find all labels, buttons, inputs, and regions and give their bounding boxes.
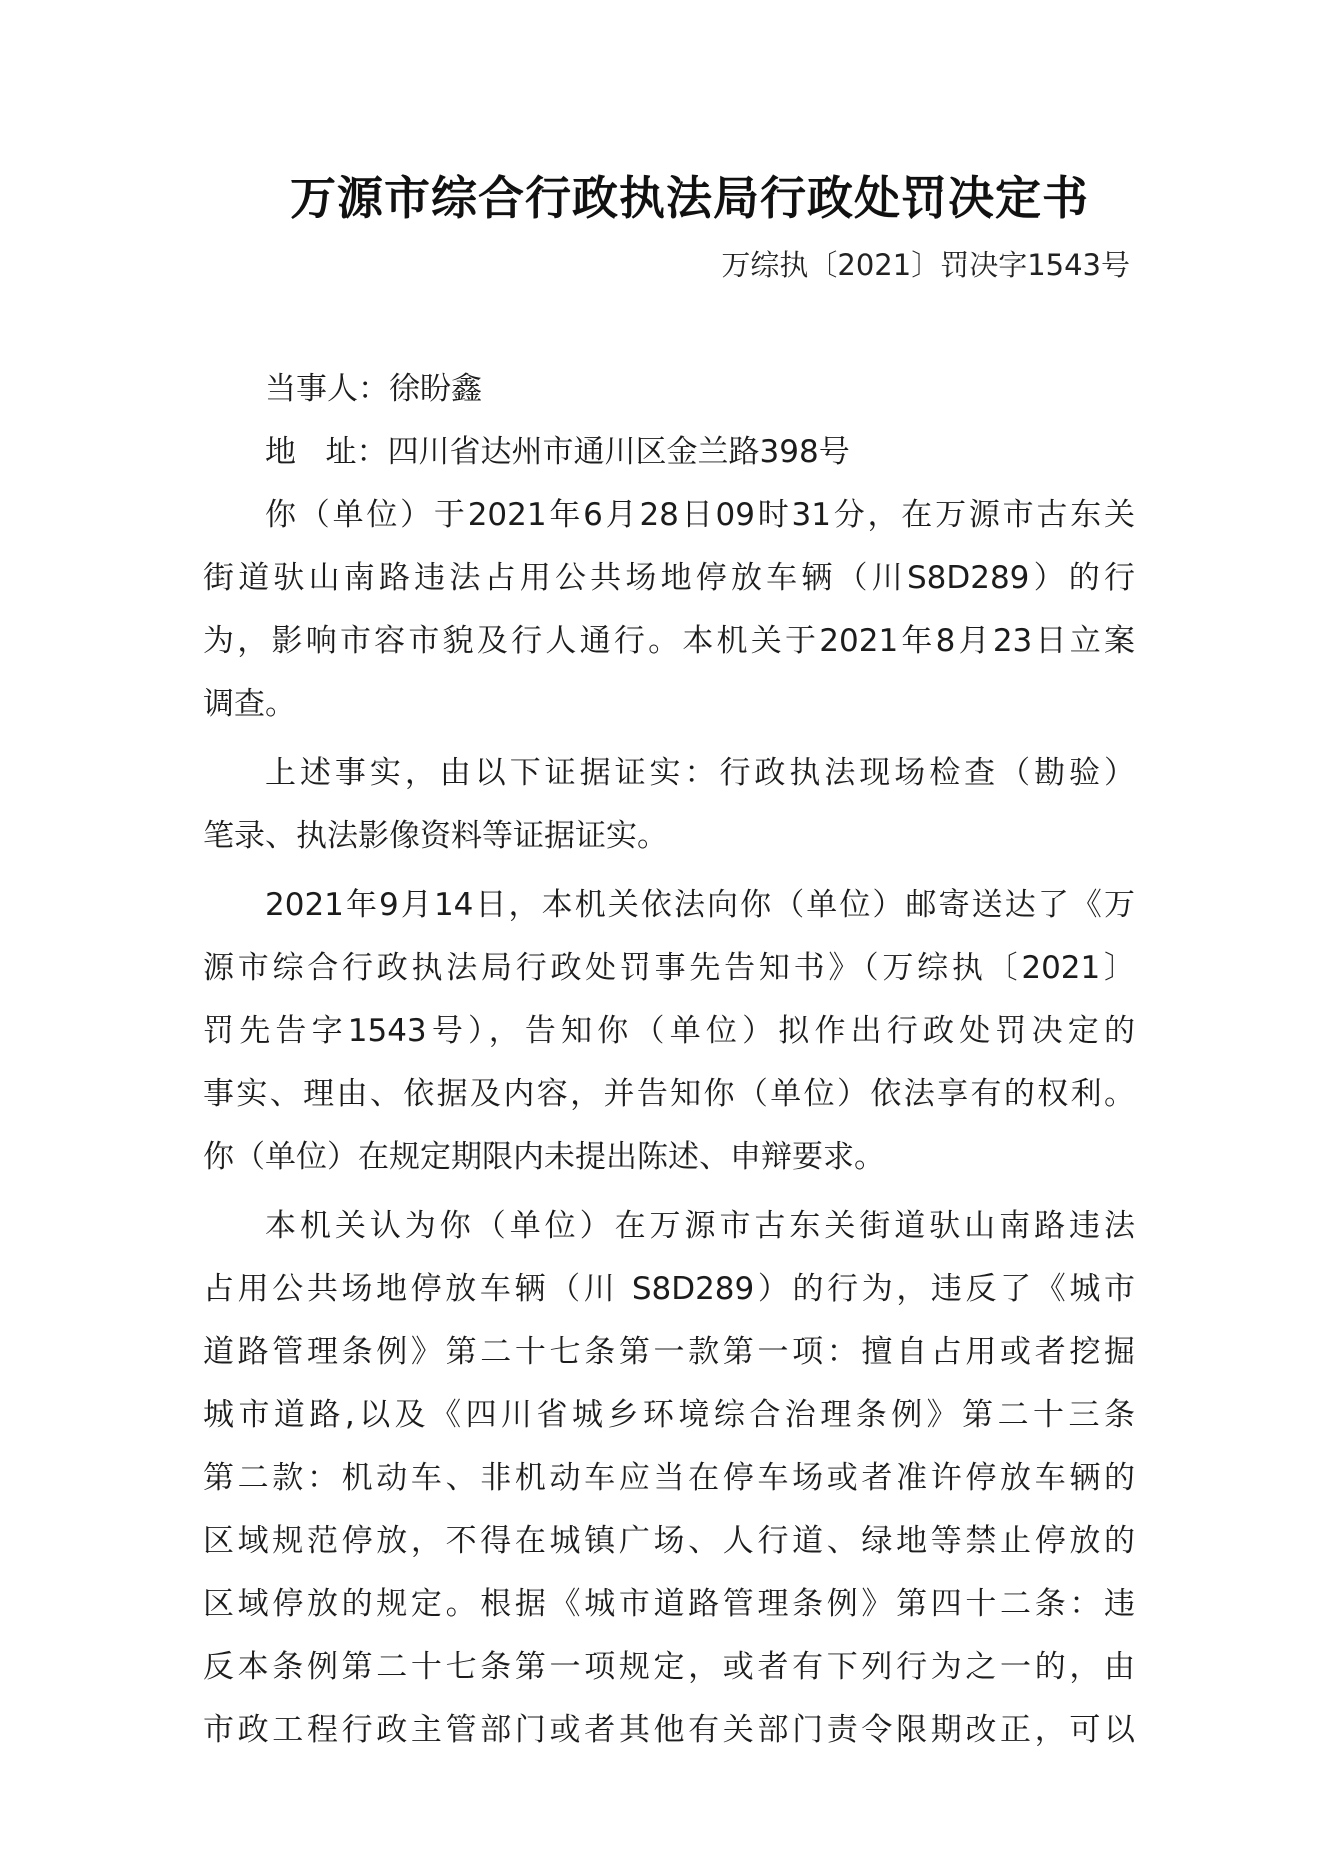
- paragraph-line: 你（单位）在规定期限内未提出陈述、申辩要求。: [203, 1139, 885, 1175]
- paragraph-line: 区域停放的规定。根据《城市道路管理条例》第四十二条：违: [203, 1586, 1135, 1622]
- paragraph-line: 罚先告字1543号），告知你（单位）拟作出行政处罚决定的: [203, 1013, 1135, 1049]
- party-field: [203, 358, 1135, 421]
- paragraph-line: 区域规范停放，不得在城镇广场、人行道、绿地等禁止停放的: [203, 1523, 1135, 1559]
- address-field: [203, 421, 1135, 484]
- document-number: 万综执〔2021〕罚决字1543号: [721, 248, 1130, 282]
- paragraph-line: 事实、理由、依据及内容，并告知你（单位）依法享有的权利。: [203, 1076, 1135, 1112]
- party-label: 当事人：: [265, 371, 389, 407]
- paragraph-line: 第二款：机动车、非机动车应当在停车场或者准许停放车辆的: [203, 1460, 1135, 1496]
- paragraph-line: 街道驮山南路违法占用公共场地停放车辆（川S8D289）的行: [203, 560, 1135, 596]
- paragraph-line: 上述事实，由以下证据证实：行政执法现场检查（勘验）: [265, 755, 1135, 791]
- paragraph-line: 源市综合行政执法局行政处罚事先告知书》（万综执〔2021〕: [203, 950, 1135, 986]
- document-title: 万源市综合行政执法局行政处罚决定书: [290, 171, 1089, 225]
- paragraph-line: 本机关认为你（单位）在万源市古东关街道驮山南路违法: [265, 1208, 1135, 1244]
- paragraph-line: 笔录、执法影像资料等证据证实。: [203, 818, 668, 854]
- paragraph-line: 为，影响市容市貌及行人通行。本机关于2021年8月23日立案: [203, 623, 1135, 659]
- paragraph-line: 调查。: [203, 686, 296, 722]
- party-value: 徐盼鑫: [389, 371, 482, 407]
- paragraph-line: 道路管理条例》第二十七条第一款第一项：擅自占用或者挖掘: [203, 1334, 1135, 1370]
- paragraph-line: 2021年9月14日，本机关依法向你（单位）邮寄送达了《万: [265, 887, 1135, 923]
- paragraph-line: 占用公共场地停放车辆（川 S8D289）的行为，违反了《城市: [203, 1271, 1135, 1307]
- paragraph-line: 反本条例第二十七条第一项规定，或者有下列行为之一的，由: [203, 1649, 1135, 1685]
- document-body: [203, 358, 1135, 1762]
- paragraph-line: 城市道路,以及《四川省城乡环境综合治理条例》第二十三条: [203, 1397, 1135, 1433]
- paragraph-line: 你（单位）于2021年6月28日09时31分，在万源市古东关: [265, 497, 1135, 533]
- paragraph-line: 市政工程行政主管部门或者其他有关部门责令限期改正，可以: [203, 1712, 1135, 1748]
- address-label: 地 址：: [265, 434, 388, 470]
- address-value: 四川省达州市通川区金兰路398号: [387, 434, 850, 470]
